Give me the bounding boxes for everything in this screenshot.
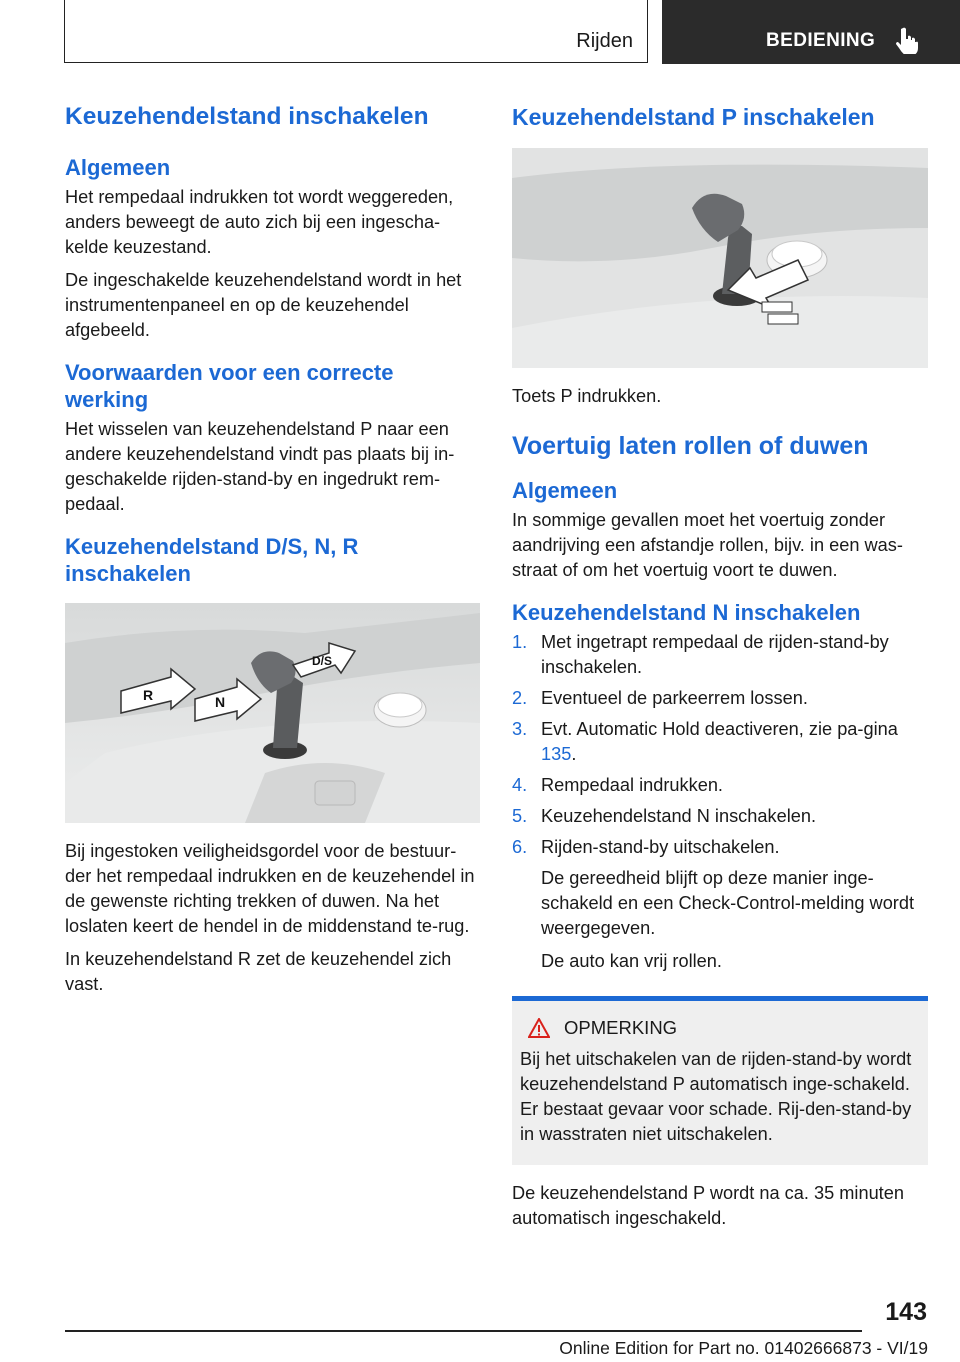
general-paragraph-2: De ingeschakelde keuzehendelstand wordt in het instrumentenpaneel en op de keuzehendel afgebeeld. [65,270,462,340]
n-steps-list [512,630,928,860]
warning-note [512,996,928,1165]
dsnr-paragraph-1: Bij ingestoken veiligheidsgordel voor de bestuur-der het rempedaal indrukken en de keuzehendel in de gewenste richting trekken of duwen. Na het loslaten keert de hendel in de middenstand te-rug. [65,841,475,936]
footer-edition: Online Edition for Part no. 01402666873 - VI/19 [559,1338,928,1358]
list-item: 2. Eventueel de parkeerrem lossen. [512,688,808,708]
warning-triangle-icon [528,1018,550,1038]
chapter-title: BEDIENING [766,30,876,51]
step6-sub-1: De gereedheid blijft op deze manier inge-schakeld en een Check-Control-melding wordt weergegeven. [541,868,915,938]
page-number: 143 [885,1298,927,1326]
conditions-heading: Voorwaarden voor een correcte werking [65,360,394,412]
hand-pointer-icon [894,26,920,54]
general-paragraph-1: Het rempedaal indrukken tot wordt weggereden, anders beweegt de auto zich bij een ingescha-kelde keuzestand. [65,187,454,257]
page-link[interactable]: 135 [541,744,572,764]
list-item: 3. Evt. Automatic Hold deactiveren, zie pa-gina 135. [512,719,898,764]
main-title-left: Keuzehendelstand inschakelen [65,103,429,130]
footer-divider [65,1330,862,1332]
header-frame [64,0,648,63]
note-title: OPMERKING [564,1017,678,1038]
figure-label-r: R [143,687,154,703]
list-item: 4. Rempedaal indrukken. [512,775,723,795]
left-column [65,102,480,997]
roll-general-paragraph: In sommige gevallen moet het voertuig zonder aandrijving een afstandje rollen, bijv. in een was-straat of om het voertuig voort te duwen. [512,510,903,580]
list-item: 5. Keuzehendelstand N inschakelen. [512,806,817,826]
dsnr-heading: Keuzehendelstand D/S, N, R inschakelen [65,534,359,586]
note-header [528,1017,920,1039]
p-heading: Keuzehendelstand P inschakelen [512,104,875,130]
gear-selector-figure-dsnr [65,603,480,823]
final-paragraph: De keuzehendelstand P wordt na ca. 35 minuten automatisch ingeschakeld. [512,1183,904,1228]
step6-sub-2: De auto kan vrij rollen. [541,951,722,971]
list-item: 1. Met ingetrapt rempedaal de rijden-stand-by inschakelen. [512,632,889,677]
chapter-tab [662,0,960,64]
roll-general-heading: Algemeen [512,478,618,503]
conditions-paragraph: Het wisselen van keuzehendelstand P naar een andere keuzehendelstand vindt pas plaats bij in-geschakelde rijden-stand-by en ingedrukt rem-pedaal. [65,419,455,514]
dsnr-paragraph-2: In keuzehendelstand R zet de keuzehendel zich vast. [65,949,452,994]
p-caption: Toets P indrukken. [512,386,662,406]
right-column [512,102,928,1231]
gear-selector-figure-p [512,148,928,368]
general-heading: Algemeen [65,155,171,180]
n-heading: Keuzehendelstand N inschakelen [512,600,861,625]
list-item: 6. Rijden-stand-by uitschakelen. [512,837,780,857]
figure-label-ds: D/S [312,654,333,668]
note-text: Bij het uitschakelen van de rijden-stand-by wordt keuzehendelstand P automatisch inge-schakeld. Er bestaat gevaar voor schade. Rij-den-stand-by in wasstraten niet uitschakelen. [520,1049,912,1144]
section-title: Rijden [576,30,633,52]
figure-label-n: N [215,694,226,710]
roll-title: Voertuig laten rollen of duwen [512,432,869,460]
